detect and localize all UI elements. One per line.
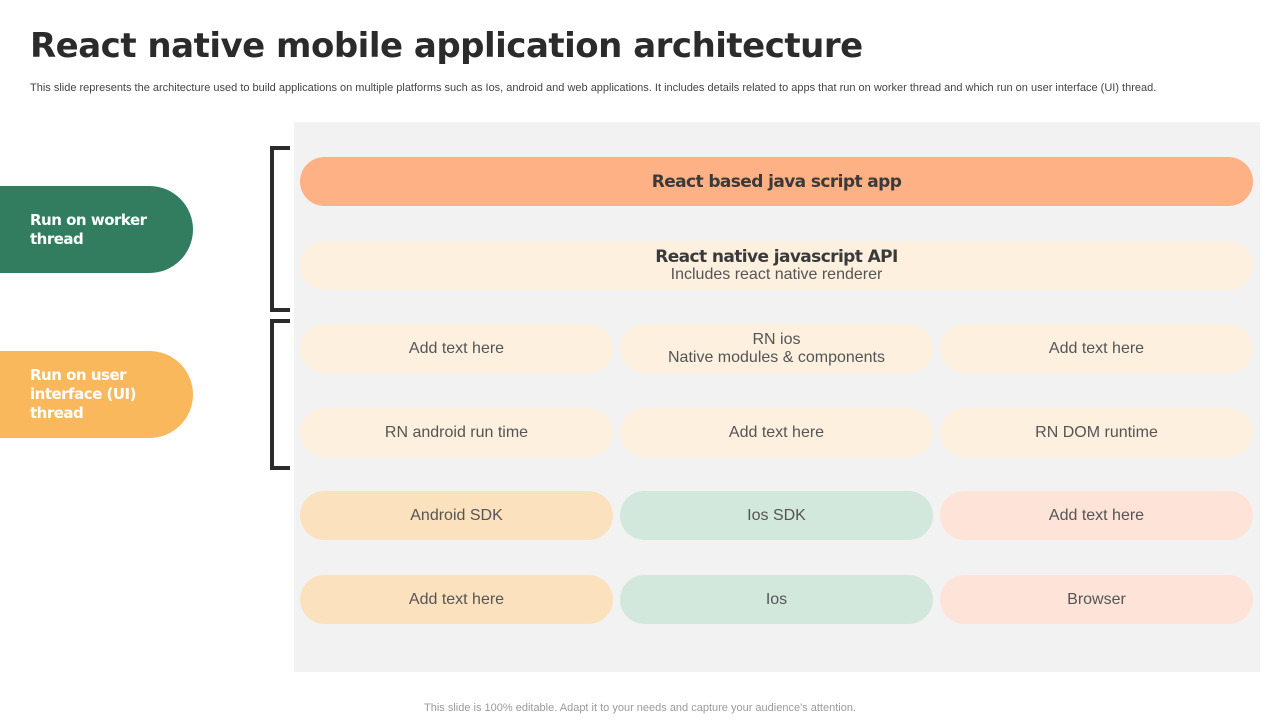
ui-thread-label — [0, 351, 193, 438]
cell-r1-c3-text: Add text here — [1048, 339, 1145, 357]
slide-subtitle: This slide represents the architecture used to build applications on multiple platforms such as Ios, android and web applications. It includes details related to apps that run on worker thread and which run on user interface (UI) thread. — [30, 82, 1157, 94]
cell-r1-c3 — [940, 324, 1253, 373]
ui-thread-text: Run on user interface (UI) thread — [30, 366, 136, 422]
cell-r1-c2-line1: RN ios — [752, 330, 801, 348]
cell-r4-c3-text: Browser — [1067, 590, 1126, 608]
cell-r4-c1 — [300, 575, 613, 624]
worker-thread-label — [0, 186, 193, 273]
cell-r2-c1-text: RN android run time — [384, 423, 529, 441]
cell-r2-c2-text: Add text here — [728, 423, 825, 441]
slide-footer: This slide is 100% editable. Adapt it to your needs and capture your audience's attention. — [424, 702, 856, 714]
cell-r3-c2-text: Ios SDK — [747, 506, 806, 524]
worker-thread-text: Run on worker thread — [30, 210, 147, 248]
layer-react-app — [300, 157, 1253, 206]
cell-r4-c1-text: Add text here — [408, 590, 505, 608]
cell-r3-c3-text: Add text here — [1048, 506, 1145, 524]
slide-title: React native mobile application architecture — [30, 26, 863, 66]
cell-r2-c3 — [940, 408, 1253, 457]
ui-thread-bracket — [270, 319, 290, 470]
cell-r4-c2-text: Ios — [765, 590, 788, 608]
layer-native-api — [300, 241, 1253, 290]
cell-r3-c3 — [940, 491, 1253, 540]
cell-r4-c3 — [940, 575, 1253, 624]
cell-r4-c2 — [620, 575, 933, 624]
worker-thread-bracket — [270, 146, 290, 312]
cell-r1-c2 — [620, 324, 933, 373]
cell-r1-c1-text: Add text here — [408, 339, 505, 357]
layer-native-api-subtitle: Includes react native renderer — [670, 265, 883, 283]
cell-r1-c2-line2: Native modules & components — [668, 348, 885, 366]
cell-r3-c1 — [300, 491, 613, 540]
cell-r3-c2 — [620, 491, 933, 540]
cell-r2-c3-text: RN DOM runtime — [1035, 423, 1158, 441]
cell-r1-c1 — [300, 324, 613, 373]
layer-react-app-text: React based java script app — [651, 171, 902, 192]
layer-native-api-title: React native javascript API — [655, 246, 898, 267]
cell-r2-c1 — [300, 408, 613, 457]
cell-r2-c2 — [620, 408, 933, 457]
cell-r3-c1-text: Android SDK — [410, 506, 503, 524]
